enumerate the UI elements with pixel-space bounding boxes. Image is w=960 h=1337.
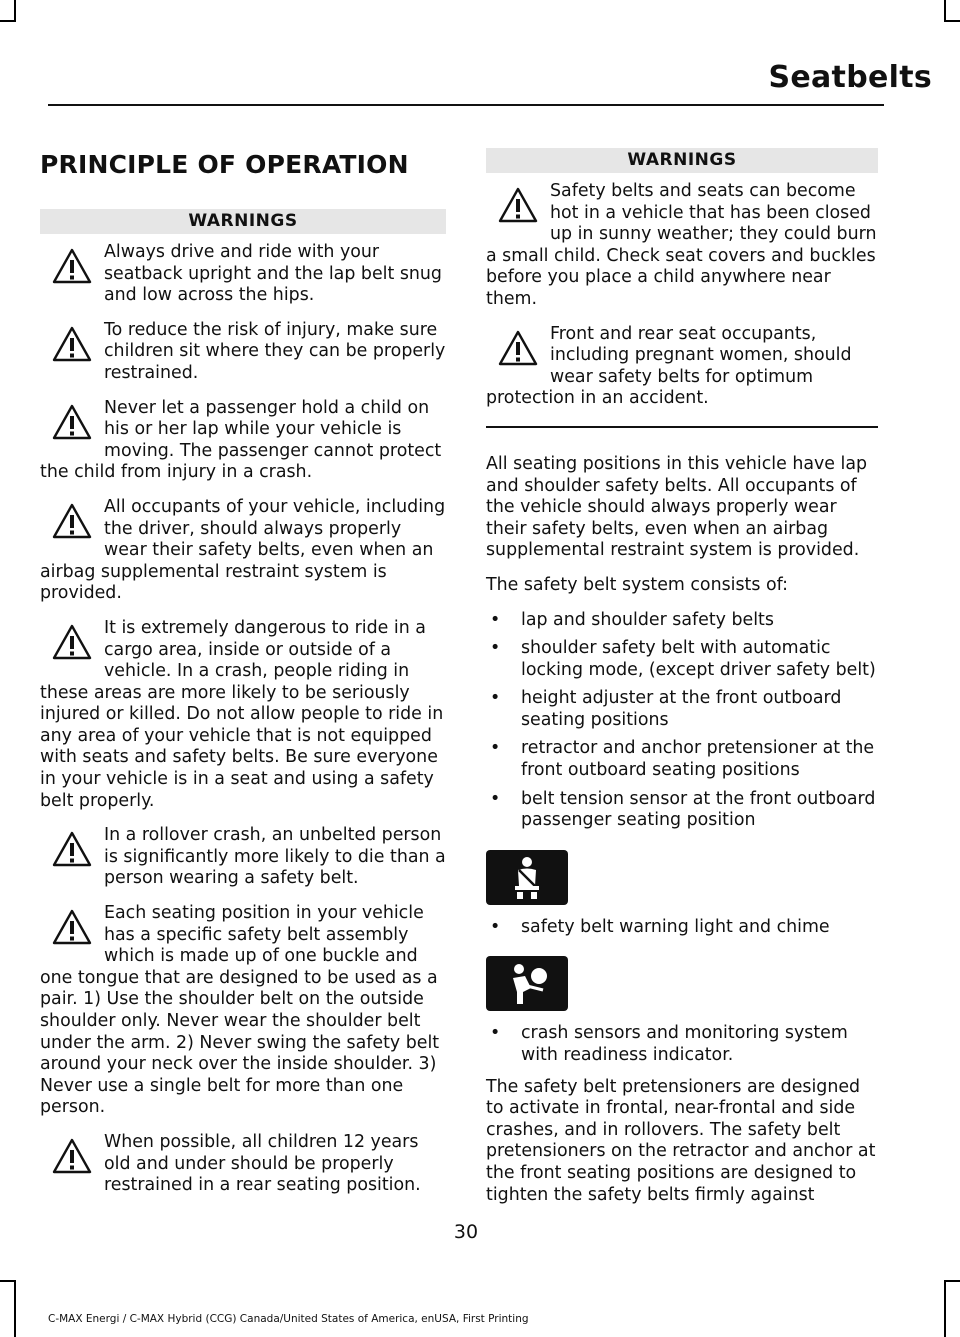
warning-text: It is extremely dangerous to ride in a cargo area, inside or outside of a vehicle. In a crash, people riding in these areas are more likely to be seriously injured or killed. Do not allow people to ride in any area of your vehicle that is not equipped with seats and safety belts. Be sure everyone in your vehicle is in a seat and using a safety belt properly. [40, 617, 444, 811]
warning-text: To reduce the risk of injury, make sure children sit where they can be properly restrained. [104, 319, 446, 383]
list-item-text: lap and shoulder safety belts [521, 609, 774, 630]
warning-text: Never let a passenger hold a child on his or her lap while your vehicle is moving. The passenger cannot protect the child from injury in a crash. [40, 397, 442, 483]
body-paragraph: The safety belt pretensioners are designed to activate in frontal, near-frontal and side crashes, and in rollovers. The safety belt pretensioners on the retractor and anchor at the front seating positions are designed to tighten the safety belts firmly against [486, 1076, 876, 1205]
crop-mark [0, 1280, 16, 1282]
body-paragraph: The safety belt system consists of: [486, 574, 788, 595]
page-header-title: Seatbelts [768, 60, 932, 95]
list-item [486, 638, 878, 681]
crop-mark [944, 0, 946, 22]
warning-text: Each seating position in your vehicle has a specific safety belt assembly which is made up of one buckle and one tongue that are designed to be used as a pair. 1) Use the shoulder belt on the outside shoulder only. Never wear the shoulder belt under the arm. 2) Never swing the safety belt around your neck over the inside shoulder. 3) Never use a single belt for more than one person. [40, 903, 440, 1118]
warning-item [486, 181, 878, 311]
page-number: 30 [453, 1221, 479, 1243]
left-column [40, 146, 446, 1210]
warning-text: Always drive and ride with your seatback upright and the lap belt snug and low across the hips. [104, 242, 442, 306]
list-item [486, 610, 878, 632]
bullet-marker: • [490, 916, 501, 937]
list-item-text: height adjuster at the front outboard seating positions [521, 688, 842, 730]
warnings-heading: WARNINGS [486, 148, 878, 173]
warning-item [40, 825, 446, 890]
crop-mark [14, 1280, 16, 1337]
warnings-heading: WARNINGS [40, 209, 446, 234]
bullet-marker: • [490, 788, 501, 809]
list-item [486, 789, 878, 832]
bullet-marker: • [490, 738, 501, 759]
list-item [486, 1023, 878, 1066]
list-item [486, 688, 878, 731]
warning-item [40, 497, 446, 605]
list-item [486, 917, 878, 939]
body-paragraph: All seating positions in this vehicle have lap and shoulder safety belts. All occupants of the vehicle should always properly wear their safety belts, even when an airbag supplemental restraint system is provided. [486, 453, 868, 561]
warning-triangle-icon [40, 618, 102, 676]
warning-triangle-icon [40, 497, 102, 555]
bullet-marker: • [490, 1023, 501, 1044]
header-rule [48, 104, 884, 106]
warning-triangle-icon [40, 903, 102, 961]
list-item-text: shoulder safety belt with automatic locking mode, (except driver safety belt) [521, 638, 876, 680]
component-list [486, 610, 878, 832]
warning-item [40, 903, 446, 1119]
component-list [486, 1023, 878, 1066]
section-title: PRINCIPLE OF OPERATION [40, 150, 409, 179]
warning-triangle-icon [40, 320, 102, 378]
warning-text: Safety belts and seats can become hot in a vehicle that has been closed up in sunny weather; they could burn a small child. Check seat covers and buckles before you place a child anywhere near them. [486, 181, 877, 309]
warning-item [40, 398, 446, 484]
warning-item [40, 242, 446, 307]
warning-triangle-icon [40, 398, 102, 456]
warning-text: Front and rear seat occupants, including pregnant women, should wear safety belts for optimum protection in an accident. [486, 323, 852, 409]
crop-mark [944, 20, 960, 22]
list-item-text: belt tension sensor at the front outboard passenger seating position [521, 788, 876, 831]
crop-mark [0, 20, 16, 22]
warning-text: All occupants of your vehicle, including the driver, should always properly wear their safety belts, even when an airbag supplemental restraint system is provided. [40, 496, 446, 604]
warning-item [486, 324, 878, 410]
seatbelt-warning-icon [486, 850, 568, 905]
bullet-marker: • [490, 688, 501, 709]
warning-item [40, 618, 446, 812]
right-column [486, 148, 878, 1219]
footer-text: C-MAX Energi / C-MAX Hybrid (CCG) Canada/United States of America, enUSA, First Printing [48, 1313, 529, 1325]
bullet-marker: • [490, 609, 501, 630]
list-item-text: crash sensors and monitoring system with readiness indicator. [521, 1023, 848, 1066]
bullet-marker: • [490, 638, 501, 659]
warning-triangle-icon [486, 181, 548, 239]
crop-mark [14, 0, 16, 22]
warning-text: When possible, all children 12 years old and under should be properly restrained in a rear seating position. [104, 1131, 421, 1196]
warning-triangle-icon [40, 825, 102, 883]
airbag-indicator-icon [486, 956, 568, 1011]
crop-mark [944, 1280, 946, 1337]
warning-item [40, 1132, 446, 1197]
list-item-text: safety belt warning light and chime [521, 916, 830, 937]
warning-triangle-icon [486, 324, 548, 382]
list-item-text: retractor and anchor pretensioner at the front outboard seating positions [521, 738, 875, 781]
warning-triangle-icon [40, 1132, 102, 1190]
crop-mark [944, 1280, 960, 1282]
warnings-end-rule [486, 426, 878, 428]
warning-item [40, 320, 446, 385]
component-list [486, 917, 878, 939]
warning-text: In a rollover crash, an unbelted person is significantly more likely to die than a person wearing a safety belt. [104, 825, 446, 889]
list-item [486, 738, 878, 781]
warning-triangle-icon [40, 242, 102, 300]
